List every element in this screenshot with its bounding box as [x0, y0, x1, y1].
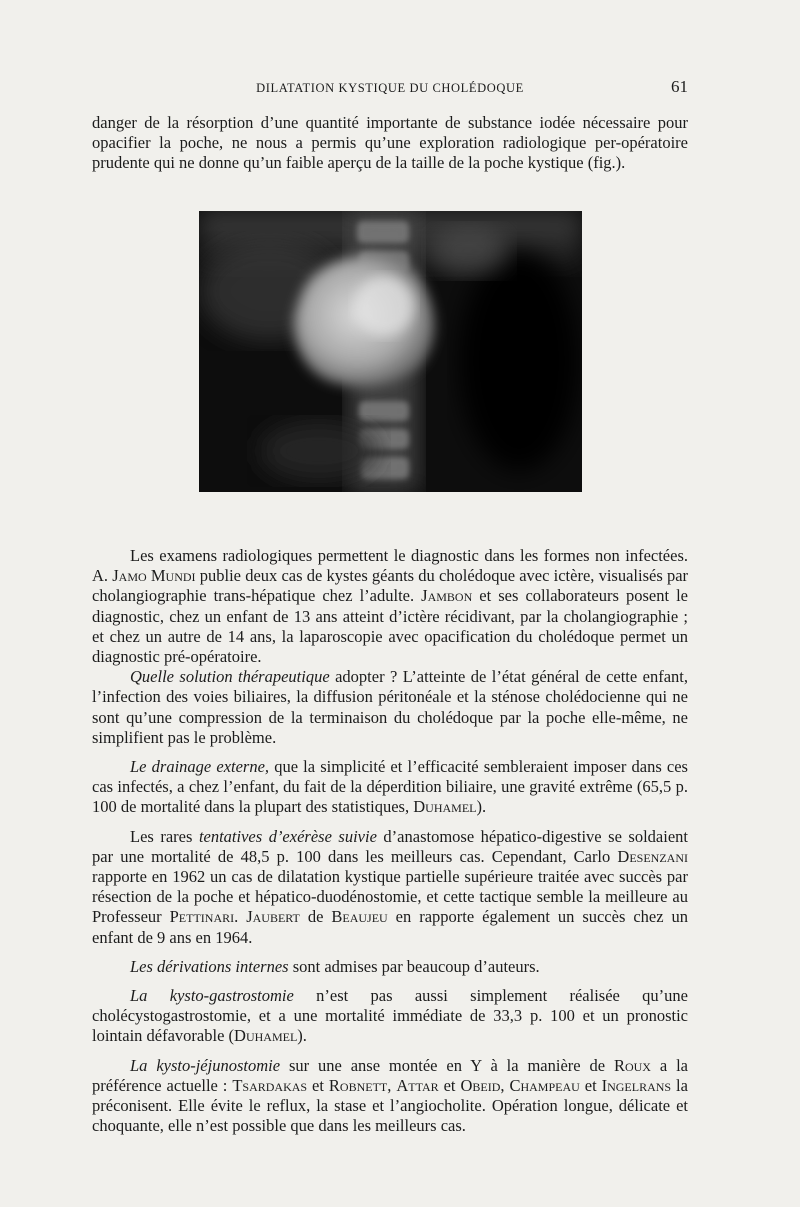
text-run: sur une anse montée en Y à la manière de	[280, 1055, 614, 1075]
author-name: Jambon	[421, 586, 473, 606]
text-run: et	[438, 1075, 461, 1095]
text-run: la préconisent. Elle évite le reflux, la stase et l’angiocholite. Opération longue, délicate et choquante, elle n’est possible que dans les meilleurs cas.	[92, 1075, 688, 1136]
author-name: Duhamel	[234, 1026, 298, 1046]
author-name: Attar	[396, 1075, 439, 1095]
text-run: rapporte en 1962 un cas de dilatation kystique partielle supérieure traitée avec succès par résection de la poche et hépatico-duodénostomie, et cette tactique semble la meilleure au Professeur	[92, 867, 688, 927]
text-run: Les rares	[130, 826, 199, 846]
text-run: ).	[297, 1026, 307, 1046]
text-run: et	[579, 1075, 602, 1095]
text-run: et	[307, 1075, 329, 1095]
author-name: Ingelrans	[601, 1075, 672, 1095]
text-run: publie deux cas de kystes géants du cholédoque avec ictère, visualisés par cholangiographie trans-hépatique chez l’adulte.	[92, 566, 689, 606]
intro-text: danger de la résorption d’une quantité importante de substance iodée nécessaire pour opacifier la poche, ne nous a permis qu’une exploration radiologique per-opératoire prudente qui ne donne qu’un faible aperçu de la taille de la poche kystique (fig.).	[92, 113, 688, 173]
author-name: Duhamel	[413, 797, 477, 817]
author-name: Jamo	[112, 566, 147, 586]
italic-heading: La kysto-gastrostomie	[130, 986, 294, 1006]
text-run: n’est pas aussi simplement réalisée qu’une cholécystogastrostomie, et a une mortalité immédiate de 33,3 p. 100 et un pronostic lointain défavorable (	[92, 986, 688, 1046]
radiograph-image	[199, 211, 582, 492]
paragraph-kysto-jejunostomie	[92, 1056, 688, 1137]
author-name: Mundi	[150, 566, 196, 586]
radiograph-figure	[199, 211, 582, 492]
italic-heading: La kysto-jéjunostomie	[130, 1055, 281, 1075]
paragraph-drainage	[92, 757, 688, 818]
text-run: et ses collaborateurs posent le diagnostic, chez un enfant de 13 ans atteint d’ictère récidivant, par la cholangiographie ; et chez un autre de 14 ans, la laparoscopie avec opacification du cholédoque permet un diagnostic pré-opératoire.	[92, 586, 688, 667]
paragraph-solution	[92, 667, 688, 748]
paragraph-kysto-gastrostomie	[92, 986, 688, 1047]
text-run: d’anastomose hépatico-digestive se soldaient par une mortalité de 48,5 p. 100 dans les meilleurs cas. Cependant, Carlo	[92, 826, 688, 866]
running-head	[92, 78, 688, 100]
paragraph-derivations	[92, 957, 688, 977]
text-run: que la simplicité et l’efficacité sembleraient imposer dans ces cas infectés, a chez l’enfant, du fait de la déperdition biliaire, une gravité extrême (65,5 p. 100 de mortalité dans la plupart des statistiques,	[92, 757, 688, 817]
author-name: Beaujeu	[331, 907, 388, 927]
italic-heading: Le drainage externe,	[130, 757, 270, 777]
italic-heading: Quelle solution thérapeutique	[130, 667, 330, 687]
author-name: Roux	[613, 1055, 651, 1075]
body-text	[92, 546, 688, 1136]
author-name: Tsardakas	[232, 1075, 308, 1095]
italic-heading: tentatives d’exérèse suivie	[198, 826, 377, 846]
text-run: .	[234, 907, 247, 927]
text-run: ).	[476, 797, 487, 817]
author-name: Jaubert	[246, 907, 300, 927]
author-name: Obeid	[460, 1075, 501, 1095]
text-run: de	[299, 907, 332, 927]
text-run: sont admises par beaucoup d’auteurs.	[288, 956, 540, 976]
text-run: ,	[387, 1075, 397, 1095]
page-number: 61	[671, 77, 688, 96]
author-name: Pettinari	[169, 907, 235, 927]
text-run: en rapporte également un succès chez un enfant de 9 ans en 1964.	[92, 907, 689, 947]
text-run: a la préférence actuelle :	[92, 1055, 689, 1095]
author-name: Champeau	[509, 1075, 580, 1095]
paragraph-exerese	[92, 827, 688, 948]
text-run: ,	[500, 1075, 510, 1095]
paragraph-examens	[92, 546, 688, 667]
author-name: Desenzani	[617, 846, 688, 866]
intro-paragraph	[92, 113, 688, 174]
italic-heading: Les dérivations internes	[130, 956, 289, 976]
text-run: Les examens radiologiques permettent le diagnostic dans les formes non infectées. A.	[92, 546, 688, 586]
author-name: Robnett	[328, 1075, 388, 1095]
running-title: DILATATION KYSTIQUE DU CHOLÉDOQUE	[256, 81, 524, 95]
text-run: adopter ? L’atteinte de l’état général de cette enfant, l’infection des voies biliaires, la diffusion péritonéale et la sténose cholédocienne qui ne sont qu’une compression de la terminaison du cholédoque par la poche elle-même, ne simplifient pas le problème.	[92, 667, 688, 747]
